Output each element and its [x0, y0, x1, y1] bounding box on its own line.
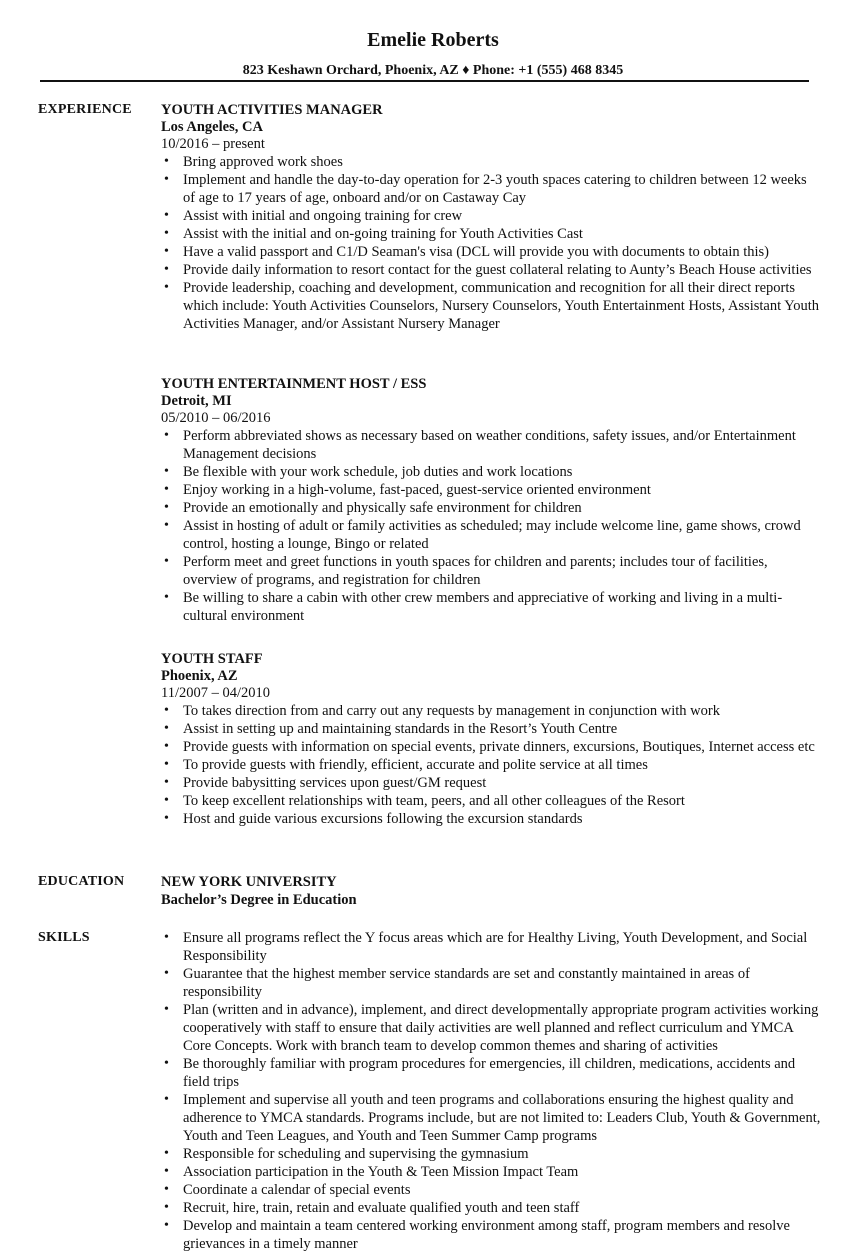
- list-item: • Bring approved work shoes: [161, 153, 821, 171]
- skills-list: [161, 929, 821, 1253]
- list-item: • Plan (written and in advance), implement, and direct developmentally appropriate program activities working cooperatively with staff to ensure that daily activities are well planned and reflect curriculum and YMCA Core Concepts. Work with branch team to develop common themes and sharing of activities: [161, 1001, 821, 1055]
- list-item: • Assist in setting up and maintaining standards in the Resort’s Youth Centre: [161, 720, 821, 738]
- skills-heading: SKILLS: [38, 930, 90, 945]
- job-dates: 11/2007 – 04/2010: [161, 685, 271, 701]
- job-dates: 05/2010 – 06/2016: [161, 410, 271, 426]
- job-title: YOUTH ACTIVITIES MANAGER: [161, 102, 383, 118]
- list-item: • Host and guide various excursions following the excursion standards: [161, 810, 821, 828]
- school-name: NEW YORK UNIVERSITY: [161, 874, 337, 890]
- header-divider: [40, 80, 809, 82]
- list-item: • Assist with initial and ongoing training for crew: [161, 207, 821, 225]
- education-entry: [161, 873, 821, 909]
- list-item: • Perform abbreviated shows as necessary based on weather conditions, safety issues, and/or Entertainment Management decisions: [161, 427, 821, 463]
- list-item: • Implement and handle the day-to-day operation for 2-3 youth spaces catering to children between 12 weeks of age to 17 years of age, onboard and/or on Castaway Cay: [161, 171, 821, 207]
- list-item: • Ensure all programs reflect the Y focus areas which are for Healthy Living, Youth Development, and Social Responsibility: [161, 929, 821, 965]
- job-bullets: [161, 702, 821, 828]
- list-item: • Assist in hosting of adult or family activities as scheduled; may include welcome line, game shows, crowd control, hosting a lounge, Bingo or related: [161, 517, 821, 553]
- list-item: • Be thoroughly familiar with program procedures for emergencies, ill children, medications, accidents and field trips: [161, 1055, 821, 1091]
- list-item: • Recruit, hire, train, retain and evaluate qualified youth and teen staff: [161, 1199, 821, 1217]
- job-location: Phoenix, AZ: [161, 668, 238, 684]
- list-item: • Provide an emotionally and physically safe environment for children: [161, 499, 821, 517]
- job-dates: 10/2016 – present: [161, 136, 265, 152]
- job-bullets: [161, 153, 821, 333]
- list-item: • To provide guests with friendly, efficient, accurate and polite service at all times: [161, 756, 821, 774]
- list-item: • Guarantee that the highest member service standards are set and constantly maintained in areas of responsibility: [161, 965, 821, 1001]
- list-item: • Provide daily information to resort contact for the guest collateral relating to Aunty’s Beach House activities: [161, 261, 821, 279]
- list-item: • Perform meet and greet functions in youth spaces for children and parents; includes tour of facilities, overview of programs, and registration for children: [161, 553, 821, 589]
- resume-name: Emelie Roberts: [367, 29, 499, 51]
- list-item: • Provide leadership, coaching and development, communication and recognition for all their direct reports which include: Youth Activities Counselors, Nursery Counselors, Youth Entertainment Hosts, Assistant Youth Activities Manager, and/or Assistant Nursery Manager: [161, 279, 821, 333]
- job-bullets: [161, 427, 821, 625]
- list-item: • To takes direction from and carry out any requests by management in conjunction with work: [161, 702, 821, 720]
- list-item: • Have a valid passport and C1/D Seaman's visa (DCL will provide you with documents to obtain this): [161, 243, 821, 261]
- list-item: • Be flexible with your work schedule, job duties and work locations: [161, 463, 821, 481]
- list-item: • Assist with the initial and on-going training for Youth Activities Cast: [161, 225, 821, 243]
- list-item: • Be willing to share a cabin with other crew members and appreciative of working and living in a multi-cultural environment: [161, 589, 821, 625]
- job-entry: [161, 101, 821, 333]
- list-item: • Implement and supervise all youth and teen programs and collaborations ensuring the highest quality and adherence to YMCA standards. Programs include, but are not limited to: Leaders Club, Youth & Government, Youth and Teen Leagues, and Youth and Teen Summer Camp programs: [161, 1091, 821, 1145]
- list-item: • Enjoy working in a high-volume, fast-paced, guest-service oriented environment: [161, 481, 821, 499]
- job-location: Detroit, MI: [161, 393, 232, 409]
- job-title: YOUTH STAFF: [161, 651, 263, 667]
- list-item: • Responsible for scheduling and supervising the gymnasium: [161, 1145, 821, 1163]
- job-location: Los Angeles, CA: [161, 119, 263, 135]
- list-item: • To keep excellent relationships with team, peers, and all other colleagues of the Resort: [161, 792, 821, 810]
- degree: Bachelor’s Degree in Education: [161, 892, 357, 908]
- experience-heading: EXPERIENCE: [38, 102, 132, 117]
- list-item: • Coordinate a calendar of special events: [161, 1181, 821, 1199]
- list-item: • Association participation in the Youth & Teen Mission Impact Team: [161, 1163, 821, 1181]
- list-item: • Develop and maintain a team centered working environment among staff, program members and resolve grievances in a timely manner: [161, 1217, 821, 1253]
- job-title: YOUTH ENTERTAINMENT HOST / ESS: [161, 376, 427, 392]
- skills-list-wrapper: [161, 929, 821, 1253]
- list-item: • Provide babysitting services upon guest/GM request: [161, 774, 821, 792]
- contact-line: 823 Keshawn Orchard, Phoenix, AZ ♦ Phone: +1 (555) 468 8345: [242, 63, 624, 78]
- job-entry: [161, 650, 821, 828]
- education-heading: EDUCATION: [38, 874, 125, 889]
- job-entry: [161, 375, 821, 625]
- list-item: • Provide guests with information on special events, private dinners, excursions, Boutiques, Internet access etc: [161, 738, 821, 756]
